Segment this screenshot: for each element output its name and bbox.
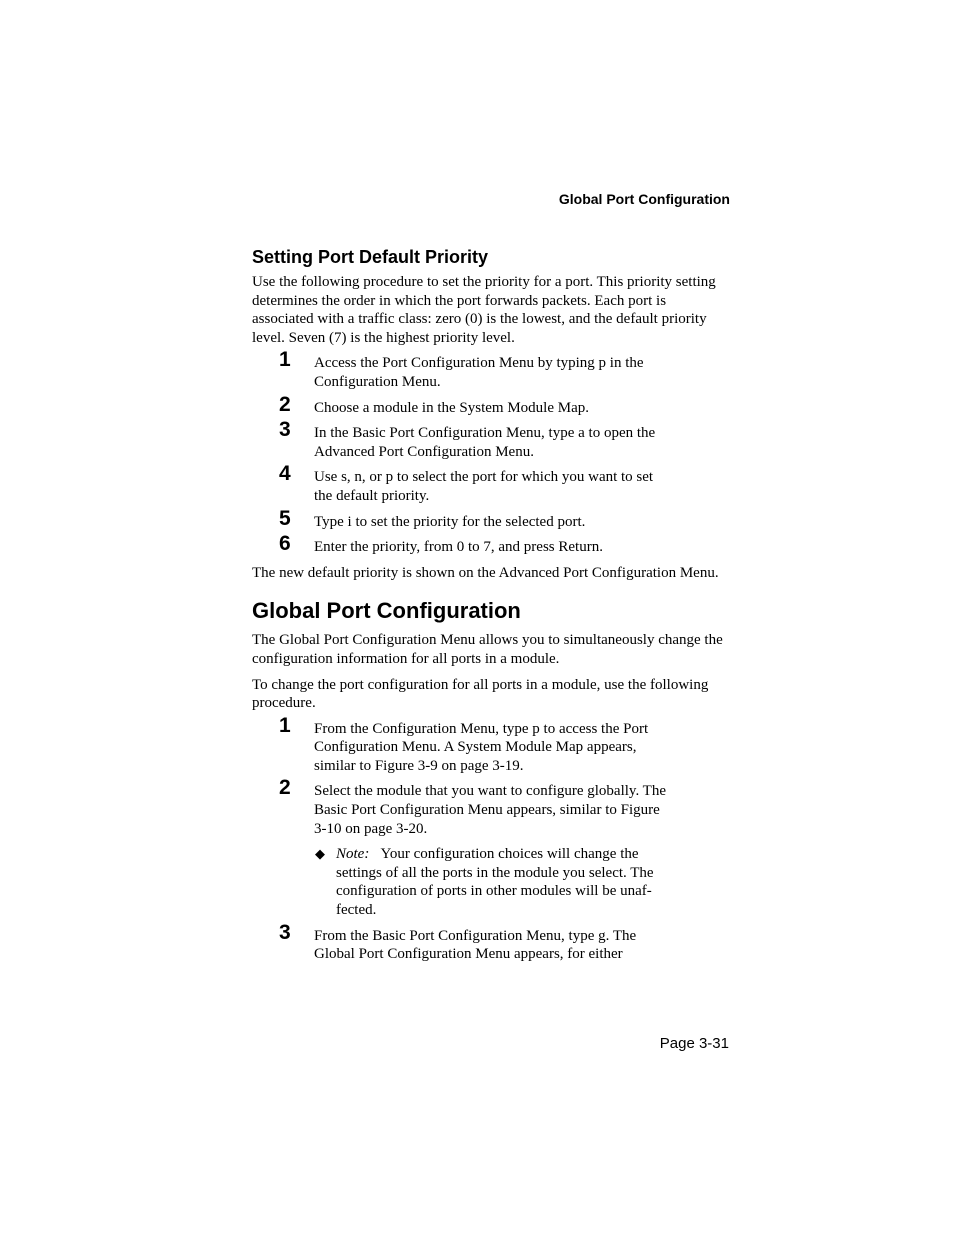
step-number: 1 — [279, 713, 291, 737]
step-item — [252, 462, 674, 505]
step-number: 2 — [279, 392, 291, 416]
running-header: Global Port Configuration — [558, 191, 730, 207]
note-label: Note: — [336, 846, 370, 863]
step-number: 2 — [279, 776, 291, 800]
section-heading-setting-priority: Setting Port Default Priority — [252, 247, 489, 267]
step-item — [252, 392, 674, 418]
step-text: Select the module that you want to configure globally. The Basic Port Configuration Menu appears, similar to Figure 3-10 on page 3-20. — [314, 783, 666, 837]
intro-paragraph: Use the following procedure to set the priority for a port. This priority setting determines the order in which the port forwards packets. Each port is associated with a traffic class: zero (0) is the lowest, and the default priority level. Seven (7) is the highest priority level. — [252, 274, 716, 346]
section-heading-global-port-config: Global Port Configuration — [252, 598, 521, 624]
step-number: 3 — [279, 920, 291, 944]
global-steps — [252, 713, 730, 964]
outro-paragraph: The new default priority is shown on the Advanced Port Configuration Menu. — [252, 564, 719, 581]
step-item — [252, 713, 674, 776]
note-block — [315, 845, 672, 919]
diamond-bullet-icon: ◆ — [315, 846, 325, 862]
step-text: From the Configuration Menu, type p to access the Port Configuration Menu. A System Module Map appears, similar to Figure 3-9 on page 3-19. — [314, 720, 649, 774]
step-number: 6 — [279, 532, 291, 556]
step-item — [252, 920, 674, 964]
step-item — [252, 776, 674, 838]
global-procedure-paragraph: To change the port configuration for all ports in a module, use the following procedure. — [252, 676, 709, 712]
step-item — [252, 532, 674, 557]
step-text: In the Basic Port Configuration Menu, type a to open the Advanced Port Configuration Menu. — [314, 425, 656, 460]
global-intro-paragraph: The Global Port Configuration Menu allows you to simultaneously change the configuration information for all ports in a module. — [252, 632, 723, 667]
step-text: Type i to set the priority for the selected port. — [314, 513, 586, 530]
step-text: Choose a module in the System Module Map. — [314, 399, 589, 416]
step-item — [252, 506, 674, 532]
step-text: Access the Port Configuration Menu by typing p in the Configuration Menu. — [314, 355, 644, 390]
step-text: Enter the priority, from 0 to 7, and press Return. — [314, 539, 603, 556]
page-body — [252, 246, 730, 971]
step-number: 4 — [279, 462, 291, 486]
step-text: Use s, n, or p to select the port for which you want to set the default priority. — [314, 469, 654, 504]
step-item — [252, 348, 674, 391]
step-number: 1 — [279, 348, 291, 372]
page-number: Page 3-31 — [659, 1035, 729, 1052]
step-text: From the Basic Port Configuration Menu, type g. The Global Port Configuration Menu appears, for either — [314, 927, 637, 963]
note-text: Your configuration choices will change the settings of all the ports in the module you select. The configuration of ports in other modules will be unaf-fected. — [336, 846, 654, 919]
step-number: 5 — [279, 506, 291, 530]
step-item — [252, 418, 674, 461]
priority-steps — [252, 348, 730, 556]
step-number: 3 — [279, 418, 291, 442]
